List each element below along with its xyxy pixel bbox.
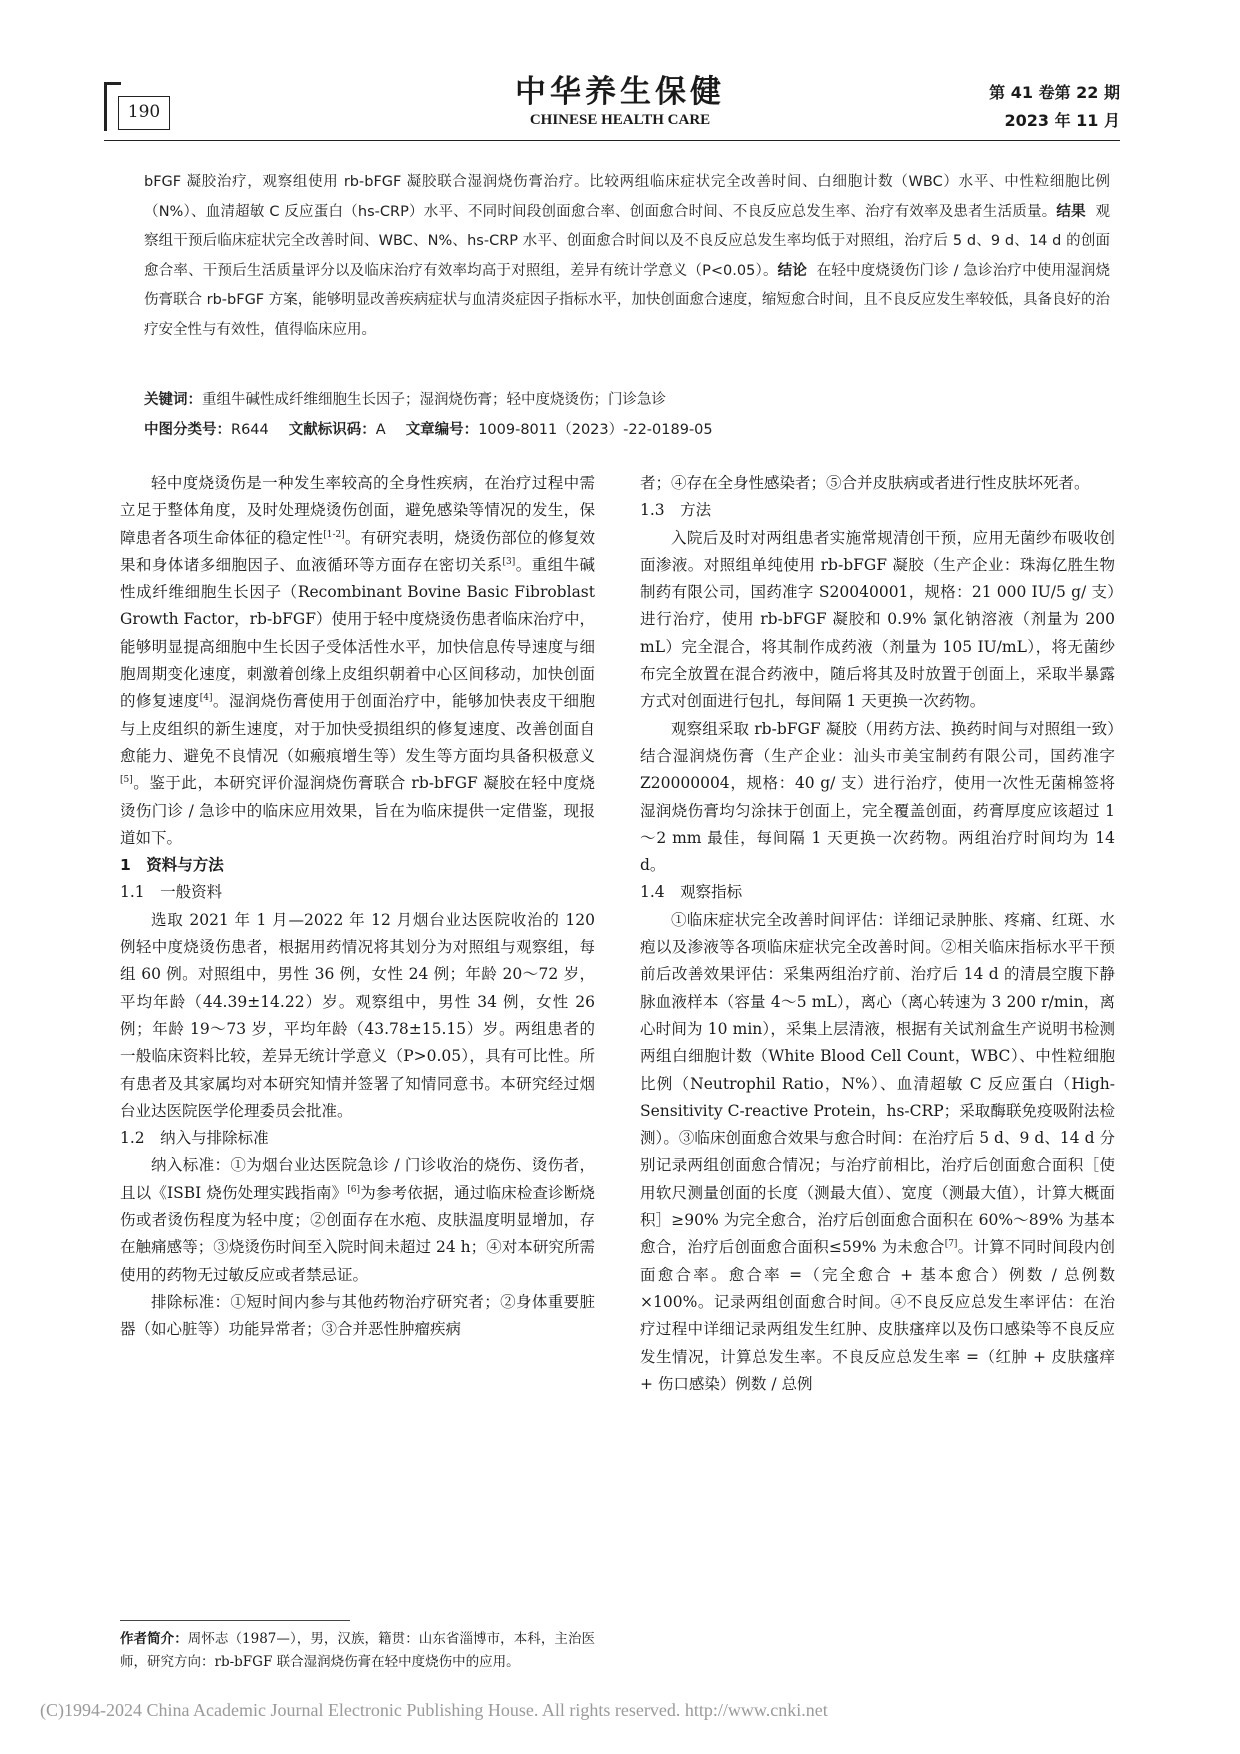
exclusion-paragraph: 排除标准：①短时间内参与其他药物治疗研究者；②身体重要脏器（如心脏等）功能异常者；③合并恶性肿瘤疾病 bbox=[120, 1292, 595, 1339]
subsection-heading: 1.3 方法 bbox=[640, 501, 712, 520]
abstract-methods-text: bFGF 凝胶治疗，观察组使用 rb-bFGF 凝胶联合湿润烧伤膏治疗。比较两组临床症状完全改善时间、白细胞计数（WBC）水平、中性粒细胞比例（N%）、血清超敏 C 反应蛋白（hs-CRP）水平、不同时间段创面愈合率、创面愈合时间、不良反应总发生率、治疗有效率及患者生活质量。 bbox=[144, 174, 1110, 220]
conclusion-label: 结论 bbox=[777, 262, 808, 279]
journal-title-en: CHINESE HEALTH CARE bbox=[529, 112, 711, 128]
citation: [4] bbox=[199, 693, 213, 704]
subsection-heading: 1.1 一般资料 bbox=[120, 883, 223, 902]
citation: [7] bbox=[944, 1239, 958, 1250]
observation-text: ①临床症状完全改善时间评估：详细记录肿胀、疼痛、红斑、水疱以及渗液等各项临床症状完全改善时间。②相关临床指标水平干预前后改善效果评估：采集两组治疗前、治疗后 14 d 的清晨空腹下静脉血液样本（容量 4～5 mL），离心（离心转速为 3 200 r/min，离心时间为 10 min），采集上层清液，根据有关试剂盒生产说明书检测两组白细胞计数（White Blood Cell Count，WBC）、中性粒细胞比例（Neutrophil Ratio，N%）、血清超敏 C 反应蛋白（High-Sensitivity C-reactive Protein，hs-CRP；采取酶联免疫吸附法检测）。③临床创面愈合效果与愈合时间：在治疗后 5 d、9 d、14 d 分别记录两组创面愈合情况；与治疗前相比，治疗后创面愈合面积［使用软尺测量创面的长度（测最大值）、宽度（测最大值），计算大概面积］≥90% 为完全愈合，治疗后创面愈合面积在 60%～89% 为基本愈合，治疗后创面愈合面积≤59% 为未愈合 bbox=[640, 910, 1115, 1257]
intro-text: 。有研究表明，烧烫伤部位的修复效果和身体诸多细胞因子、血液循环等方面存在密切关系 bbox=[120, 528, 595, 574]
citation: [5] bbox=[120, 775, 133, 786]
intro-paragraph bbox=[120, 470, 595, 852]
keywords-label: 关键词： bbox=[144, 392, 202, 408]
intro-text: 轻中度烧烫伤是一种发生率较高的全身性疾病，在治疗过程中需立足于整体角度，及时处理烧烫伤创面，避免感染等情况的发生，保障患者各项生命体征的稳定性 bbox=[120, 474, 595, 547]
intro-text: 。重组牛碱性成纤维细胞生长因子（Recombinant Bovine Basic Fibroblast Growth Factor，rb-bFGF）使用于轻中度烧烫伤患者临床治疗中，能够明显提高细胞中生长因子受体活性水平，加快信息传导速度与细胞周期变化速度，刺激着创缘上皮组织朝着中心区间移动，加快创面的修复速度 bbox=[120, 555, 596, 711]
inclusion-text: 为参考依据，通过临床检查诊断烧伤或者烫伤程度为轻中度；②创面存在水疱、皮肤温度明显增加，存在触痛感等；③烧烫伤时间至入院时间未超过 24 h；④对本研究所需使用的药物无过敏反应或者禁忌证。 bbox=[120, 1183, 595, 1284]
keywords-line bbox=[144, 388, 1110, 409]
results-label: 结果 bbox=[1056, 203, 1086, 220]
conclusion-text: 在轻中度烧烫伤门诊 / 急诊治疗中使用湿润烧伤膏联合 rb-bFGF 方案，能够明显改善疾病症状与血清炎症因子指标水平，加快创面愈合速度，缩短愈合时间，且不良反应发生率较低，具备良好的治疗安全性与有效性，值得临床应用。 bbox=[144, 262, 1111, 338]
issue-date: 2023 年 11 月 bbox=[1004, 111, 1120, 130]
citation: [6] bbox=[347, 1184, 361, 1195]
left-column bbox=[120, 470, 595, 1344]
right-column bbox=[640, 470, 1115, 1398]
article-no-value: 1009-8011（2023）-22-0189-05 bbox=[478, 422, 713, 438]
doc-code-value: A bbox=[375, 422, 386, 438]
page-number: 190 bbox=[118, 96, 170, 130]
keywords: 重组牛碱性成纤维细胞生长因子；湿润烧伤膏；轻中度烧烫伤；门诊急诊 bbox=[202, 392, 666, 408]
issue-volume: 第 41 卷第 22 期 bbox=[989, 83, 1120, 102]
footnote-label: 作者简介： bbox=[120, 1631, 188, 1647]
clc-value: R644 bbox=[231, 422, 269, 438]
section-heading: 1 资料与方法 bbox=[120, 856, 224, 875]
method-paragraph: 入院后及时对两组患者实施常规清创干预，应用无菌纱布吸收创面渗液。对照组单纯使用 rb-bFGF 凝胶（生产企业：珠海亿胜生物制药有限公司，国药准字 S20040001，规格：21 000 IU/5 g/ 支）进行治疗，使用 rb-bFGF 凝胶和 0.9% 氯化钠溶液（剂量为 200 mL）完全混合，将其制作成药液（剂量为 105 IU/mL），将无菌纱布完全放置在混合药液中，随后将其及时放置于创面上，采取半暴露方式对创面进行包扎，每间隔 1 天更换一次药物。 bbox=[640, 528, 1115, 711]
intro-text: 。湿润烧伤膏使用于创面治疗中，能够加快表皮干细胞与上皮组织的新生速度，对于加快受损组织的修复速度、改善创面自愈能力、避免不良情况（如瘢痕增生等）发生等方面均具备积极意义 bbox=[120, 692, 595, 765]
general-info-paragraph: 选取 2021 年 1 月—2022 年 12 月烟台业达医院收治的 120 例轻中度烧烫伤患者，根据用药情况将其划分为对照组与观察组，每组 60 例。对照组中，男性 36 例，女性 24 例；年龄 20～72 岁，平均年龄（44.39±14.22）岁。观察组中，男性 34 例，女性 26 例；年龄 19～73 岁，平均年龄（43.78±15.15）岁。两组患者的一般临床资料比较，差异无统计学意义（P>0.05），具有可比性。所有患者及其家属均对本研究知情并签署了知情同意书。本研究经过烟台业达医院医学伦理委员会批准。 bbox=[120, 910, 595, 1120]
citation: [1-2] bbox=[323, 529, 345, 540]
journal-title-cn: 中华养生保健 bbox=[515, 74, 725, 110]
subsection-heading: 1.4 观察指标 bbox=[640, 883, 743, 902]
clc-label: 中图分类号： bbox=[144, 422, 231, 438]
observation-paragraph bbox=[640, 907, 1115, 1398]
inclusion-paragraph bbox=[120, 1152, 595, 1288]
header-rule bbox=[104, 140, 1120, 141]
copyright-line: (C)1994-2024 China Academic Journal Electronic Publishing House. All rights reserved. http://www.cnki.net bbox=[40, 1700, 828, 1720]
doc-code-label: 文献标识码： bbox=[288, 422, 376, 438]
intro-text: 。鉴于此，本研究评价湿润烧伤膏联合 rb-bFGF 凝胶在轻中度烧烫伤门诊 / 急诊中的临床应用效果，旨在为临床提供一定借鉴，现报道如下。 bbox=[120, 774, 595, 847]
inclusion-text: 纳入标准：①为烟台业达医院急诊 / 门诊收治的烧伤、烫伤者，且以《ISBI 烧伤处理实践指南》 bbox=[120, 1156, 595, 1202]
subsection-heading: 1.2 纳入与排除标准 bbox=[120, 1129, 269, 1148]
article-no-label: 文章编号： bbox=[405, 422, 479, 438]
author-footnote bbox=[120, 1628, 595, 1674]
observation-text: 。计算不同时间段内创面愈合率。愈合率 =（完全愈合 + 基本愈合）例数 / 总例数 ×100%。记录两组创面愈合时间。④不良反应总发生率评估：在治疗过程中详细记录两组发生红肿、皮肤瘙痒以及伤口感染等不良反应发生情况，计算总发生率。不良反应总发生率 =（红肿 + 皮肤瘙痒 + 伤口感染）例数 / 总例 bbox=[640, 1238, 1115, 1393]
footnote-text: 周怀志（1987—），男，汉族，籍贯：山东省淄博市，本科，主治医师，研究方向：rb-bFGF 联合湿润烧伤膏在轻中度烧伤中的应用。 bbox=[120, 1631, 595, 1670]
exclusion-continued: 者；④存在全身性感染者；⑤合并皮肤病或者进行性皮肤坏死者。 bbox=[640, 474, 1090, 492]
footnote-rule bbox=[120, 1620, 350, 1621]
method-paragraph: 观察组采取 rb-bFGF 凝胶（用药方法、换药时间与对照组一致）结合湿润烧伤膏（生产企业：汕头市美宝制药有限公司，国药准字 Z20000004，规格：40 g/ 支）进行治疗，使用一次性无菌棉签将湿润烧伤膏均匀涂抹于创面上，完全覆盖创面，药膏厚度应该超过 1～2 mm 最佳，每间隔 1 天更换一次药物。两组治疗时间均为 14 d。 bbox=[640, 719, 1115, 875]
abstract bbox=[144, 168, 1110, 345]
classification-line bbox=[144, 418, 1110, 439]
citation: [3] bbox=[502, 556, 516, 567]
results-text: 观察组干预后临床症状完全改善时间、WBC、N%、hs-CRP 水平、创面愈合时间以及不良反应总发生率均低于对照组，治疗后 5 d、9 d、14 d 的创面愈合率、干预后生活质量评分以及临床治疗有效率均高于对照组，差异有统计学意义（P<0.05）。 bbox=[144, 203, 1111, 279]
